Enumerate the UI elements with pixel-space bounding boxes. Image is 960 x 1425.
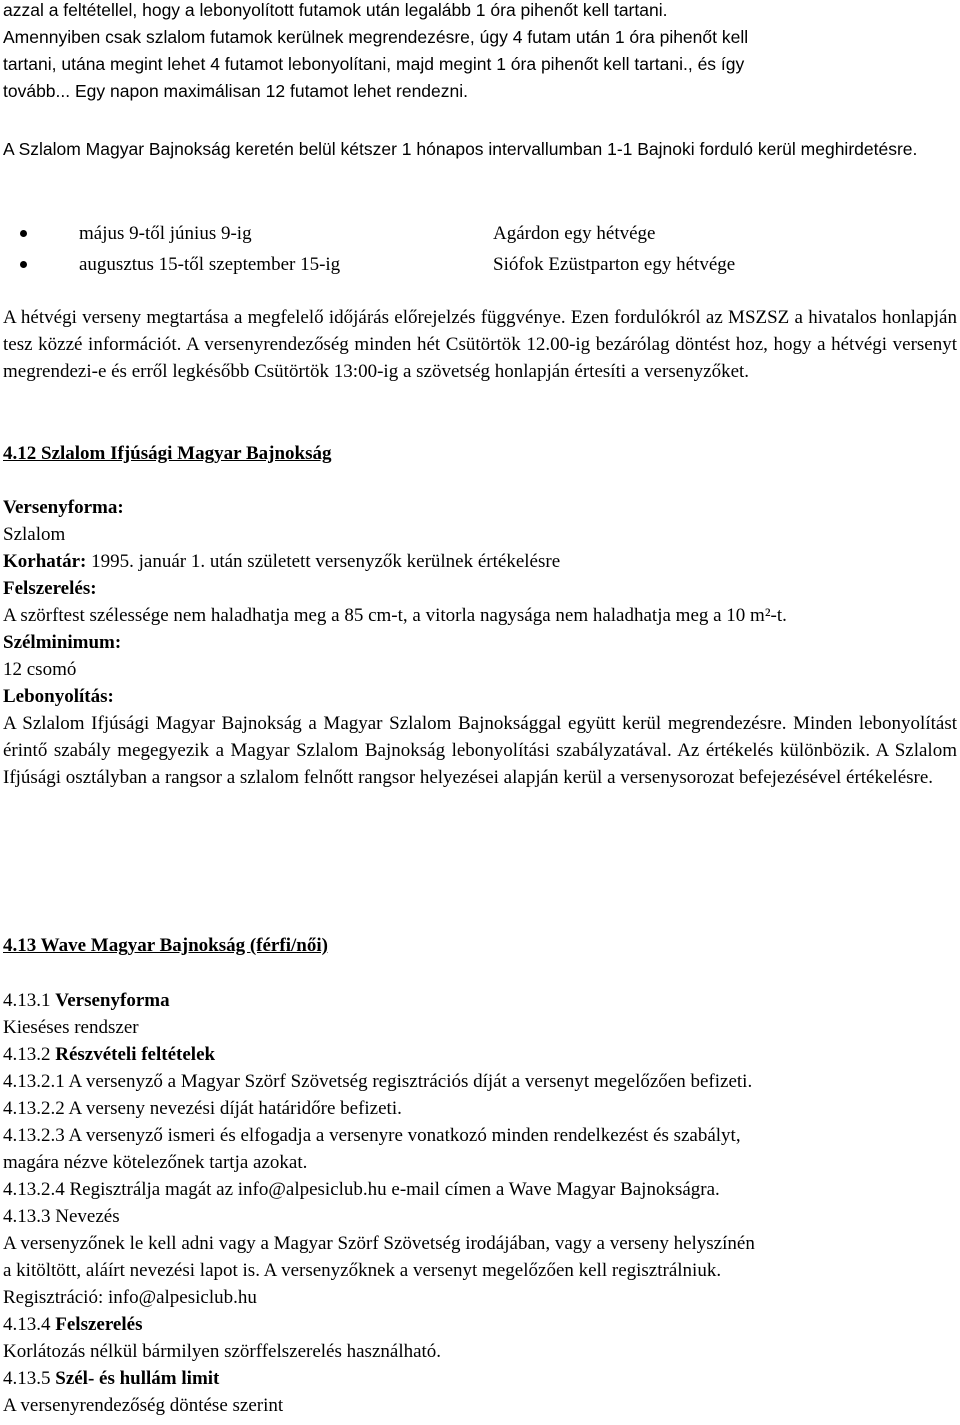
round-place: Agárdon egy hétvége (493, 223, 656, 244)
condition-item-3a: 4.13.2.3 A versenyző ismeri és elfogadja a versenyre vonatkozó minden rendelkezést és szabályt, (3, 1125, 741, 1146)
org-label: Lebonyolítás: (3, 686, 114, 707)
entry-heading: 4.13.3 Nevezés (3, 1206, 120, 1227)
conditions-line (3, 1041, 957, 1068)
condition-item-1: 4.13.2.1 A versenyző a Magyar Szörf Szövetség regisztrációs díját a versenyt megelőzően befizeti. (3, 1071, 753, 1092)
slalom-rounds-paragraph: A Szlalom Magyar Bajnokság keretén belül kétszer 1 hónapos intervallumban 1-1 Bajnoki forduló kerül meghirdetésre. (3, 139, 918, 159)
equip-line (3, 1311, 957, 1338)
section-413-title: 4.13 Wave Magyar Bajnokság (férfi/női) (3, 935, 328, 956)
intro-line-4: tovább... Egy napon maximálisan 12 futamot lehet rendezni. (3, 81, 468, 101)
section-412-body (3, 494, 957, 791)
equip-num: 4.13.4 (3, 1314, 56, 1335)
round-place: Siófok Ezüstparton egy hétvége (493, 254, 736, 275)
intro-line-2: Amennyiben csak szlalom futamok kerülnek megrendezésre, úgy 4 futam után 1 óra pihenőt kell (3, 27, 749, 47)
conditions-num: 4.13.2 (3, 1044, 56, 1065)
conditions-label: Részvételi feltételek (55, 1044, 216, 1065)
list-item (3, 218, 957, 249)
section-412-title: 4.12 Szlalom Ifjúsági Magyar Bajnokság (3, 443, 332, 464)
format-num: 4.13.1 (3, 990, 56, 1011)
entry-line-2: a kitöltött, aláírt nevezési lapot is. A versenyzőknek a versenyt megelőzően kell regisztrálniuk. (3, 1260, 722, 1281)
bullet-icon (20, 261, 27, 268)
wind-label: Szélminimum: (3, 632, 122, 653)
intro-paragraph (3, 0, 957, 105)
wind-value: 12 csomó (3, 659, 77, 680)
age-label: Korhatár: (3, 551, 87, 572)
intro-line-1: azzal a feltétellel, hogy a lebonyolított futamok után legalább 1 óra pihenőt kell tartani. (3, 0, 668, 20)
age-value: 1995. január 1. után született versenyzők kerülnek értékelésre (86, 551, 561, 572)
equip-value: Korlátozás nélkül bármilyen szörffelszerelés használható. (3, 1341, 442, 1362)
limit-label: Szél- és hullám limit (55, 1368, 220, 1389)
condition-item-3b: magára nézve kötelezőnek tartja azokat. (3, 1152, 308, 1173)
org-value: A Szlalom Ifjúsági Magyar Bajnokság a Magyar Szlalom Bajnoksággal együtt kerül megrendezésre. Minden lebonyolítást érintő szabály megegyezik a Magyar Szlalom Bajnokság lebonyolítási szabályzatával. Az értékelés különbözik. A Szlalom Ifjúsági osztályban a rangsor a szlalom felnőtt rangsor helyezései alapján kerül a versenysorozat befejezésével értékelésre. (3, 713, 957, 788)
equipment-label: Felszerelés: (3, 578, 97, 599)
entry-line-1: A versenyzőnek le kell adni vagy a Magyar Szörf Szövetség irodájában, vagy a verseny helyszínén (3, 1233, 755, 1254)
section-413-body (3, 987, 957, 1419)
intro-line-3: tartani, utána megint lehet 4 futamot lebonyolítani, majd megint 1 óra pihenőt kell tartani., és így (3, 54, 745, 74)
limit-num: 4.13.5 (3, 1368, 56, 1389)
condition-item-2: 4.13.2.2 A verseny nevezési díját határidőre befizeti. (3, 1098, 402, 1119)
format-value: Szlalom (3, 524, 66, 545)
limit-line (3, 1365, 957, 1392)
format-value: Kieséses rendszer (3, 1017, 139, 1038)
round-period: augusztus 15-től szeptember 15-ig (79, 254, 341, 275)
condition-item-4: 4.13.2.4 Regisztrálja magát az info@alpesiclub.hu e-mail címen a Wave Magyar Bajnokságra. (3, 1179, 720, 1200)
equipment-value: A szörftest szélessége nem haladhatja meg a 85 cm-t, a vitorla nagysága nem haladhatja meg a 10 m²-t. (3, 605, 787, 626)
format-label: Versenyforma: (3, 497, 124, 518)
entry-line-3: Regisztráció: info@alpesiclub.hu (3, 1287, 257, 1308)
equip-label: Felszerelés (55, 1314, 143, 1335)
format-line (3, 987, 957, 1014)
age-line (3, 548, 957, 575)
format-label: Versenyforma (55, 990, 170, 1011)
weather-paragraph: A hétvégi verseny megtartása a megfelelő időjárás előrejelzés függvénye. Ezen fordulókról az MSZSZ a hivatalos honlapján tesz közzé információt. A versenyrendezőség minden hét Csütörtök 12.00-ig bezárólag döntést hoz, hogy a hétvégi versenyt megrendezi-e és erről legkésőbb Csütörtök 13:00-ig a szövetség honlapján értesíti a versenyzőket. (3, 307, 957, 382)
bullet-icon (20, 230, 27, 237)
rounds-list (3, 218, 957, 280)
list-item (3, 249, 957, 280)
round-period: május 9-től június 9-ig (79, 223, 252, 244)
limit-value: A versenyrendezőség döntése szerint (3, 1395, 284, 1416)
